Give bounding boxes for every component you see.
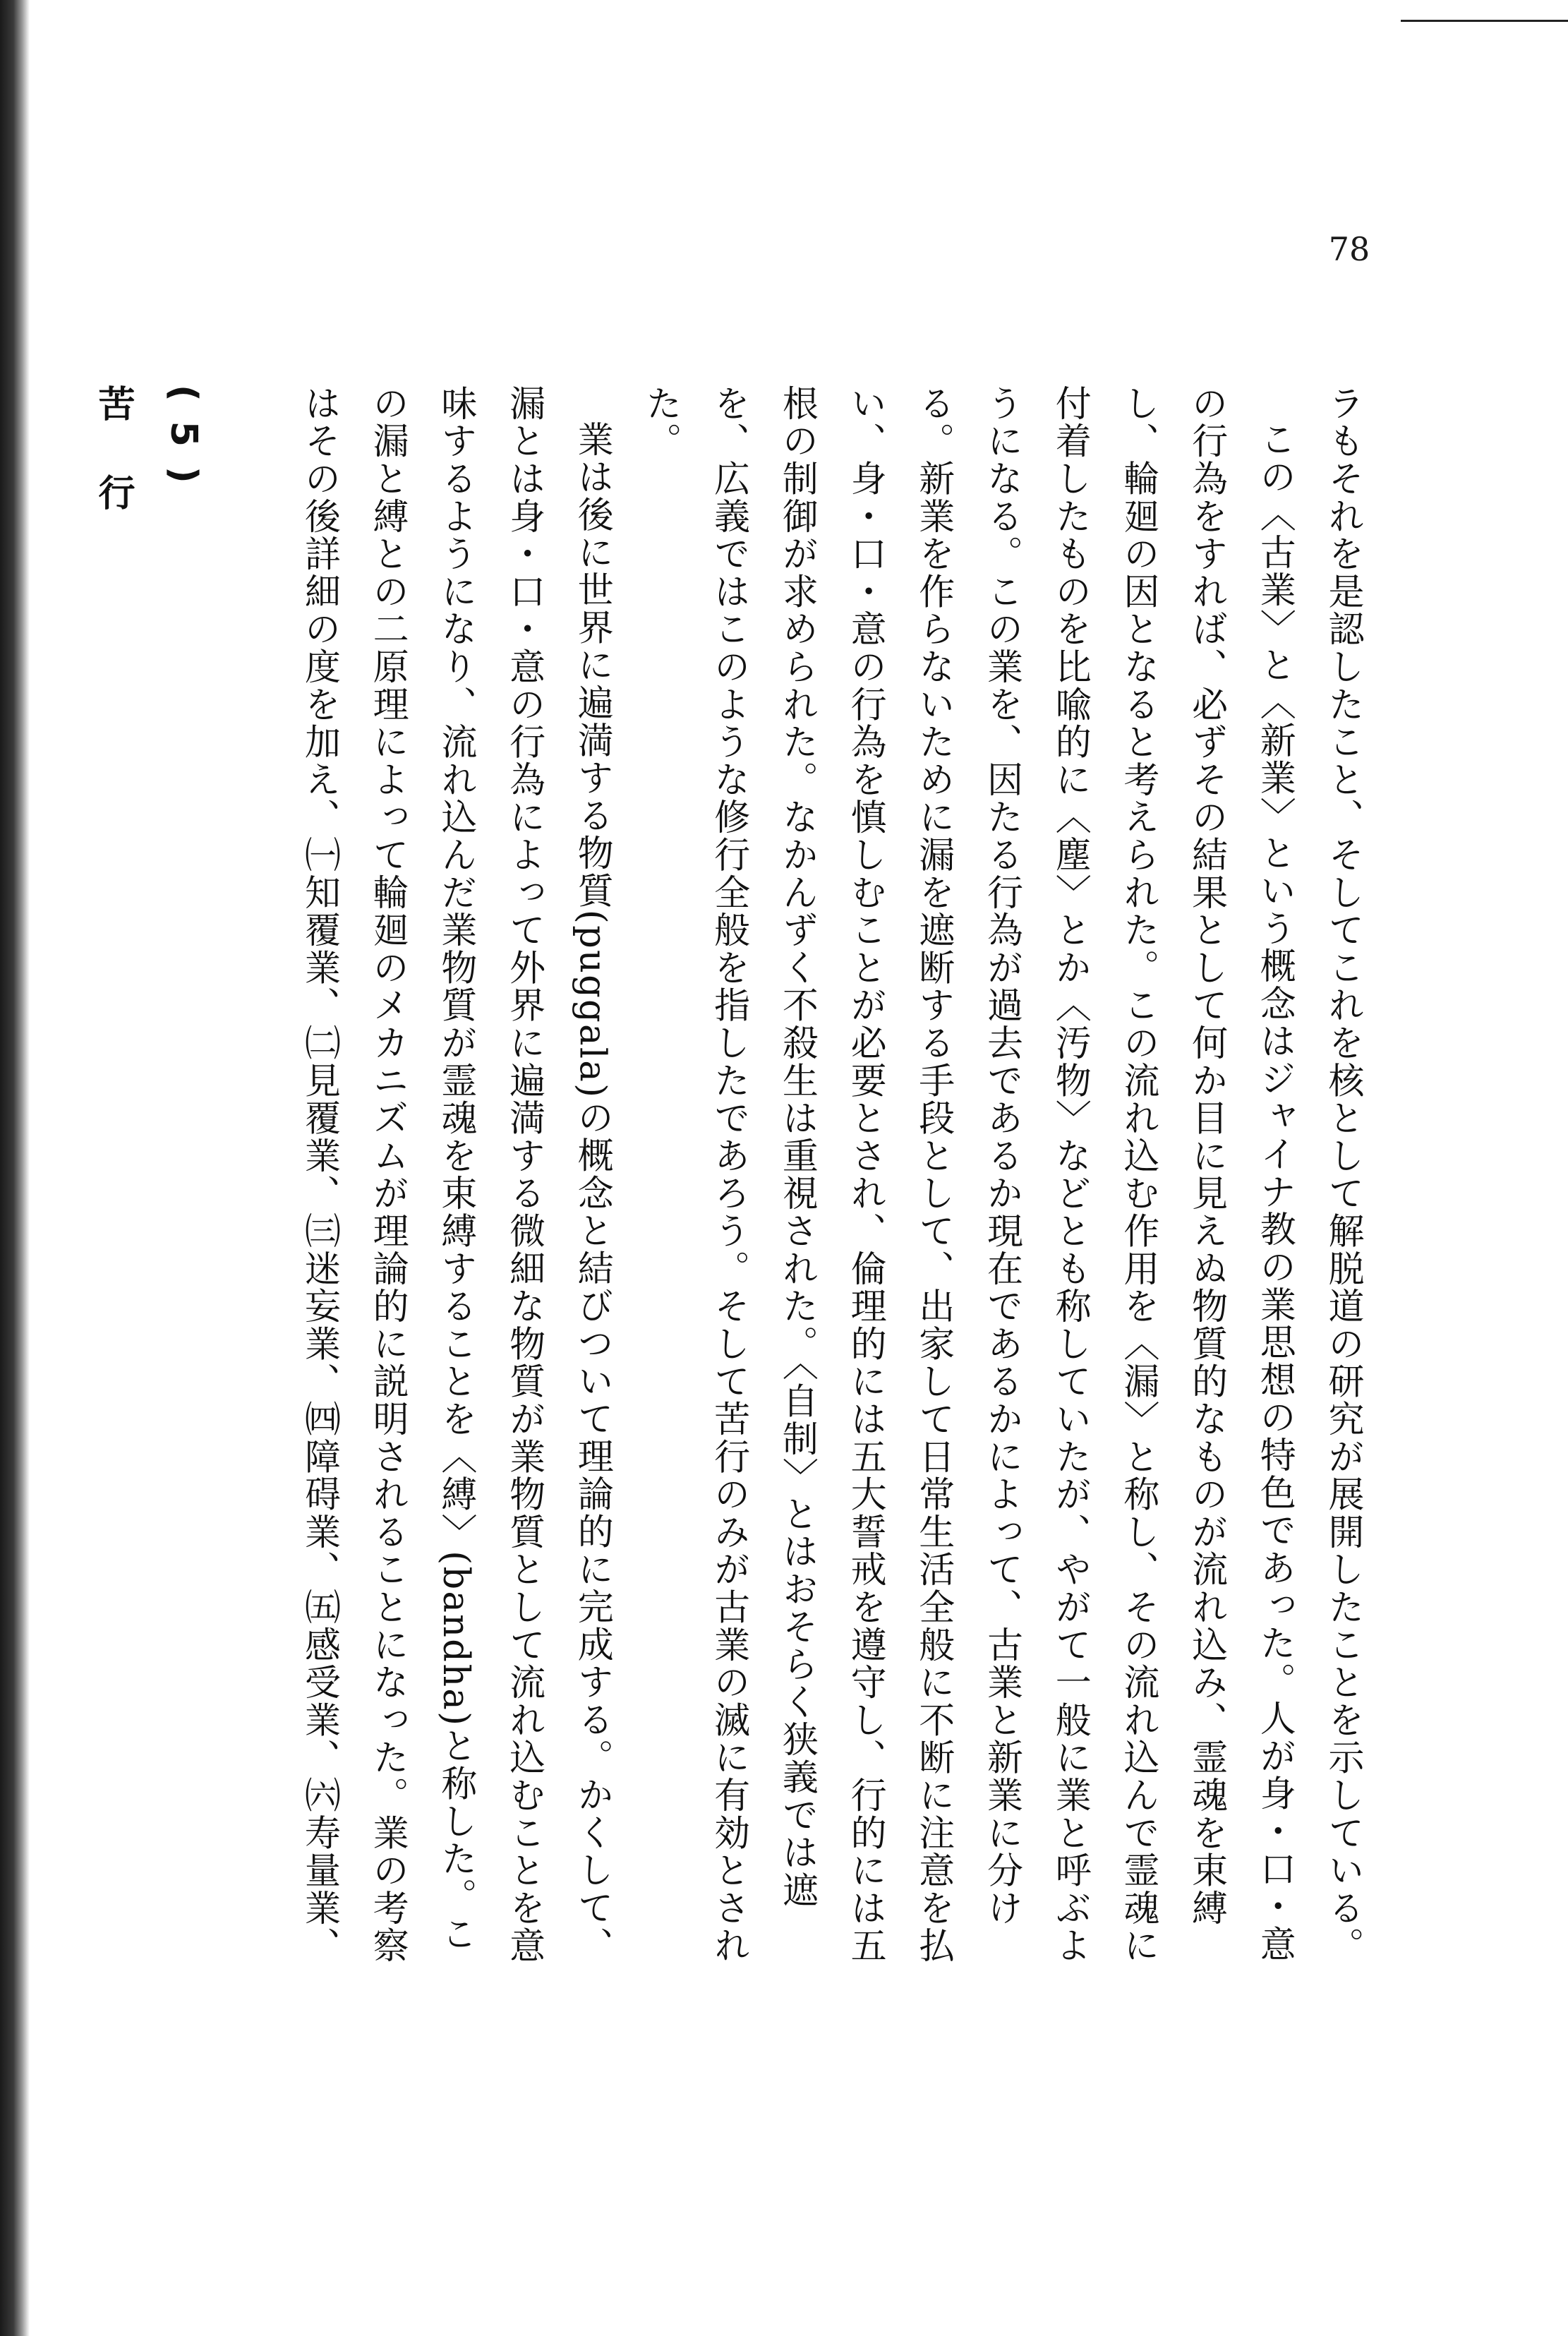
paragraph-2: この〈古業〉と〈新業〉という概念はジャイナ教の業思想の特色であった。人が身・口・意の行為をすれば、必ずその結果として何か目に見えぬ物質的なものが流れ込み、霊魂を束縛し、輪廻の因となると考えられた。この流れ込む作用を〈漏〉と称し、その流れ込んで霊魂に付着したものを比喩的に〈塵〉とか〈汚物〉などとも称していたが、やがて一般に業と呼ぶようになる。この業を、因たる行為が過去であるか現在であるかによって、古業と新業に分ける。新業を作らないために漏を遮断する手段として、出家して日常生活全般に不断に注意を払い、身・口・意の行為を慎しむことが必要とされ、倫理的には五大誓戒を遵守し、行的には五根の制御が求められた。なかんずく不殺生は重視された。〈自制〉とはおそらく狭義では遮を、広義ではこのような修行全般を指したであろう。そして苦行のみが古業の滅に有効とされた。 [639, 385, 1296, 1965]
section-title: 苦 行 [92, 385, 134, 531]
page-number: 78 [1328, 230, 1370, 268]
section-number: (5) [162, 385, 205, 503]
paragraph-1: ラもそれを是認したこと、そしてこれを核として解脱道の研究が展開したことを示している。 [1322, 385, 1363, 1965]
body-text [289, 385, 1376, 1973]
book-spine-shadow [0, 0, 30, 2336]
section-heading [92, 385, 219, 610]
paragraph-3: 業は後に世界に遍満する物質(puggala)の概念と結びついて理論的に完成する。かくして、漏とは身・口・意の行為によって外界に遍満する微細な物質が業物質として流れ込むことを意味するようになり、流れ込んだ業物質が霊魂を束縛することを〈縛〉(bandha)と称した。この漏と縛との二原理によって輪廻のメカニズムが理論的に説明されることになった。業の考察はその後詳細の度を加え、㈠知覆業、㈡見覆業、㈢迷妄業、㈣障碍業、㈤感受業、㈥寿量業、 [298, 385, 613, 1965]
header-rule [1401, 20, 1568, 22]
